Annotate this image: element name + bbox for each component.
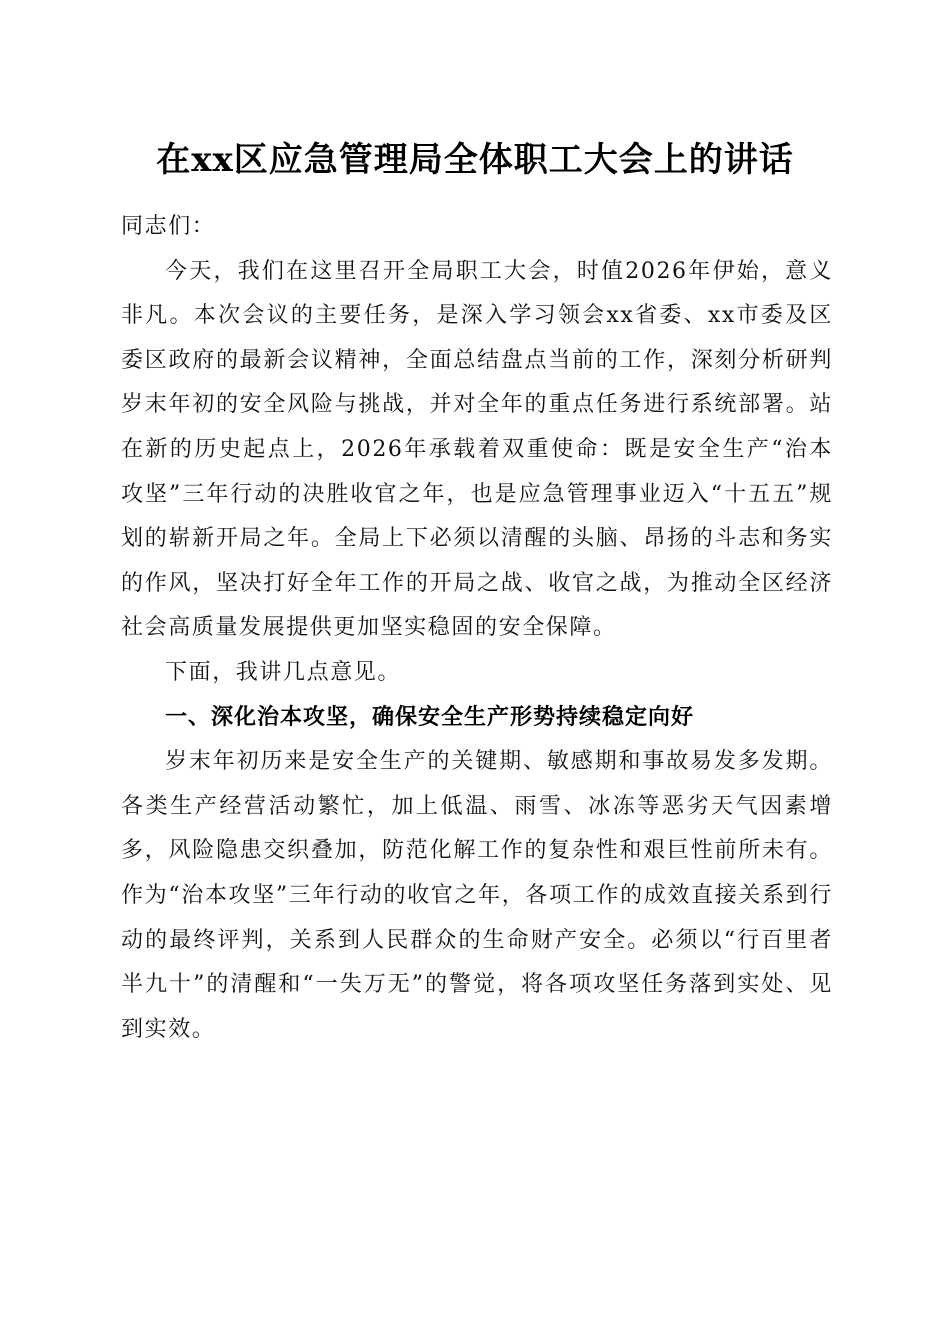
paragraph-opening: 今天，我们在这里召开全局职工大会，时值2026年伊始，意义非凡。本次会议的主要任务，是深入学习领会xx省委、xx市委及区委区政府的最新会议精神，全面总结盘点当前的工作，深刻分析研判岁末年初的安全风险与挑战，并对全年的重点任务进行系统部署。站在新的历史起点上，2026年承载着双重使命：既是安全生产“治本攻坚”三年行动的决胜收官之年，也是应急管理事业迈入“十五五”规划的崭新开局之年。全局上下必须以清醒的头脑、昂扬的斗志和务实的作风，坚决打好全年工作的开局之战、收官之战，为推动全区经济社会高质量发展提供更加坚实稳固的安全保障。 [121,258,833,641]
paragraph-section-1: 岁末年初历来是安全生产的关键期、敏感期和事故易发多发期。各类生产经营活动繁忙，加上低温、雨雪、冰冻等恶劣天气因素增多，风险隐患交织叠加，防范化解工作的复杂性和艰巨性前所未有。作为“治本攻坚”三年行动的收官之年，各项工作的成效直接关系到行动的最终评判，关系到人民群众的生命财产安全。必须以“行百里者半九十”的清醒和“一失万无”的警觉，将各项攻坚任务落到实处、见到实效。 [121,749,833,1042]
document-body [121,205,833,1052]
document-title: 在xx区应急管理局全体职工大会上的讲话 [156,140,794,180]
section-heading-1: 一、深化治本攻坚，确保安全生产形势持续稳定向好 [165,704,695,730]
paragraph-transition: 下面，我讲几点意见。 [165,659,402,685]
salutation: 同志们： [121,214,216,239]
